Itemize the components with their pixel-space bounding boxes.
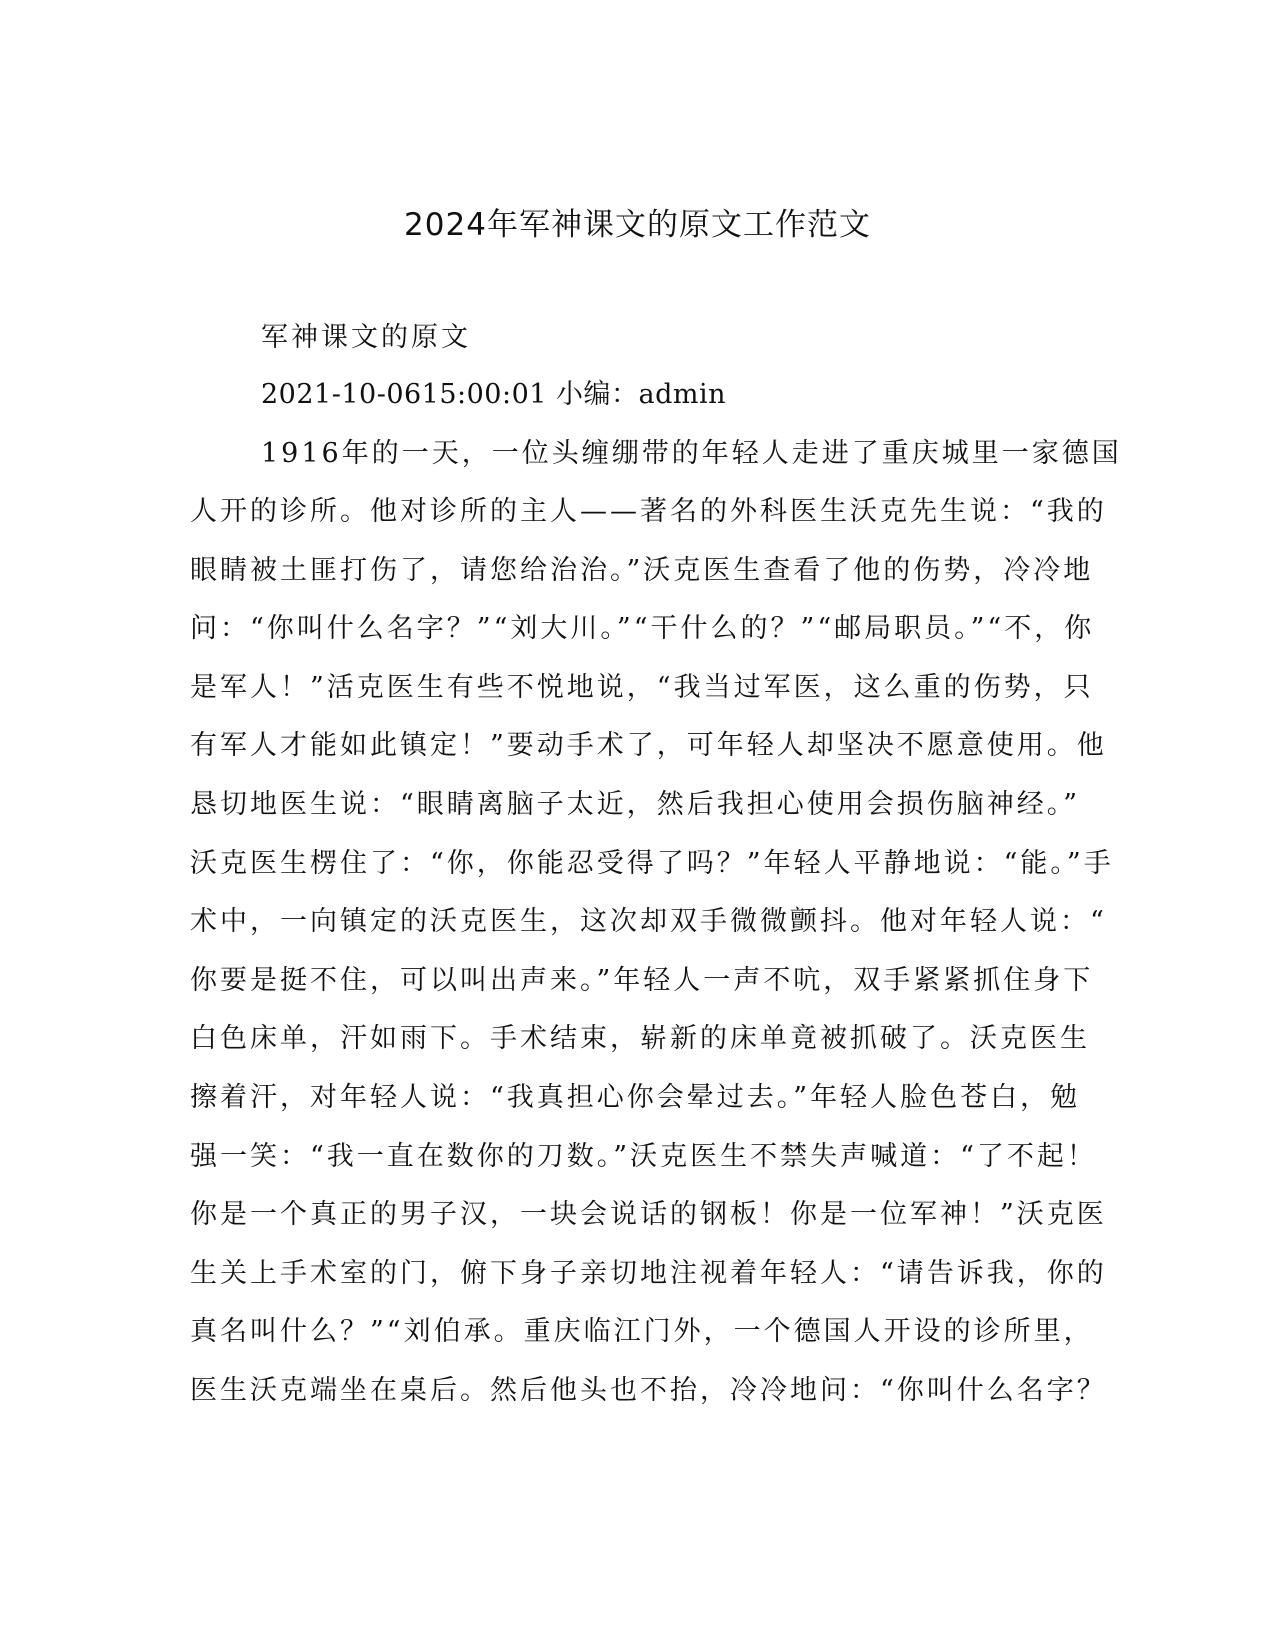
body-line: 强一笑：“我一直在数你的刀数。”沃克医生不禁失声喊道：“了不起！ [190,1141,1097,1172]
body-line: 沃克医生楞住了：“你，你能忍受得了吗？”年轻人平静地说：“能。”手 [190,848,1114,879]
body-line: 是军人！”活克医生有些不悦地说，“我当过军医，这么重的伤势，只 [190,672,1094,703]
body-line: 术中，一向镇定的沃克医生，这次却双手微微颤抖。他对年轻人说：“ [190,906,1107,937]
body-line: 1916年的一天，一位头缠绷带的年轻人走进了重庆城里一家德国 [261,438,1122,469]
body-line: 问：“你叫什么名字？”“刘大川。”“干什么的？”“邮局职员。”“不，你 [190,613,1095,644]
body-line: 擦着汗，对年轻人说：“我真担心你会晕过去。”年轻人脸色苍白，勉 [190,1082,1081,1113]
body-line: 恳切地医生说：“眼睛离脑子太近，然后我担心使用会损伤脑神经。” [190,789,1081,820]
body-line: 医生沃克端坐在桌后。然后他头也不抬，冷冷地问：“你叫什么名字？ [190,1375,1107,1406]
body-line: 白色床单，汗如雨下。手术结束，崭新的床单竟被抓破了。沃克医生 [190,1023,1090,1054]
body-line: 真名叫什么？”“刘伯承。重庆临江门外，一个德国人开设的诊所里， [190,1316,1094,1347]
body-line: 眼睛被土匪打伤了，请您给治治。”沃克医生查看了他的伤势，冷冷地 [190,555,1094,586]
document-title: 2024年军神课文的原文工作范文 [404,207,871,243]
publish-meta: 2021-10-0615:00:01 小编：admin [261,379,727,410]
body-line: 你要是挺不住，可以叫出声来。”年轻人一声不吭，双手紧紧抓住身下 [190,965,1094,996]
document-subtitle: 军神课文的原文 [261,322,471,353]
body-line: 你是一个真正的男子汉，一块会说话的钢板！你是一位军神！”沃克医 [190,1199,1107,1230]
body-line: 有军人才能如此镇定！”要动手术了，可年轻人却坚决不愿意使用。他 [190,730,1107,761]
body-line: 生关上手术室的门，俯下身子亲切地注视着年轻人：“请告诉我，你的 [190,1258,1107,1289]
body-line: 人开的诊所。他对诊所的主人——著名的外科医生沃克先生说：“我的 [190,496,1107,527]
